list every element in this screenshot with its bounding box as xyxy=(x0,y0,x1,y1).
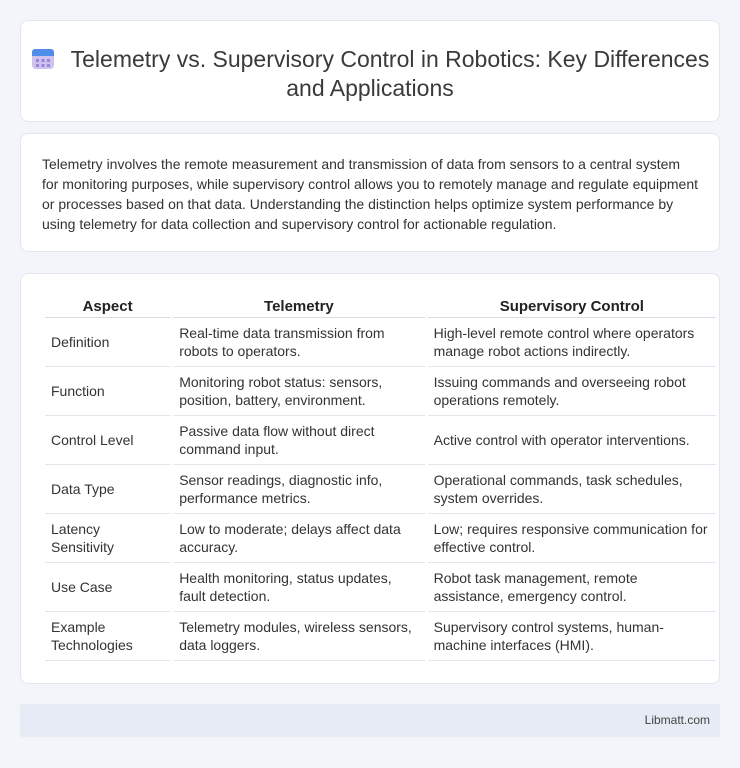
row-telemetry: Monitoring robot status: sensors, position, battery, environment. xyxy=(173,367,424,416)
table-row xyxy=(45,416,716,465)
table-row xyxy=(45,612,716,661)
row-aspect: Function xyxy=(45,367,170,416)
row-telemetry: Telemetry modules, wireless sensors, data loggers. xyxy=(173,612,424,661)
intro-card xyxy=(20,133,720,252)
row-supervisory: Active control with operator interventions. xyxy=(428,416,716,465)
row-telemetry: Low to moderate; delays affect data accuracy. xyxy=(173,514,424,563)
row-aspect: Control Level xyxy=(45,416,170,465)
row-supervisory: Issuing commands and overseeing robot operations remotely. xyxy=(428,367,716,416)
calendar-icon xyxy=(31,46,55,70)
title-card xyxy=(20,20,720,122)
row-supervisory: Low; requires responsive communication for effective control. xyxy=(428,514,716,563)
page-title-wrap xyxy=(21,45,719,103)
row-telemetry: Sensor readings, diagnostic info, performance metrics. xyxy=(173,465,424,514)
table-row xyxy=(45,318,716,367)
row-supervisory: High-level remote control where operators manage robot actions indirectly. xyxy=(428,318,716,367)
row-supervisory: Robot task management, remote assistance, emergency control. xyxy=(428,563,716,612)
row-aspect: Example Technologies xyxy=(45,612,170,661)
row-aspect: Use Case xyxy=(45,563,170,612)
row-supervisory: Operational commands, task schedules, system overrides. xyxy=(428,465,716,514)
header-supervisory-control: Supervisory Control xyxy=(428,296,716,318)
table-card xyxy=(20,273,720,684)
row-telemetry: Health monitoring, status updates, fault detection. xyxy=(173,563,424,612)
header-telemetry: Telemetry xyxy=(173,296,424,318)
row-aspect: Definition xyxy=(45,318,170,367)
row-aspect: Data Type xyxy=(45,465,170,514)
row-aspect: Latency Sensitivity xyxy=(45,514,170,563)
row-telemetry: Real-time data transmission from robots to operators. xyxy=(173,318,424,367)
table-row xyxy=(45,514,716,563)
page-title: Telemetry vs. Supervisory Control in Robotics: Key Differences and Applications xyxy=(70,46,710,101)
table-row xyxy=(45,563,716,612)
header-aspect: Aspect xyxy=(45,296,170,318)
row-telemetry: Passive data flow without direct command input. xyxy=(173,416,424,465)
footer-bar xyxy=(20,704,720,737)
footer-brand[interactable]: Libmatt.com xyxy=(644,713,710,727)
table-row xyxy=(45,465,716,514)
row-supervisory: Supervisory control systems, human-machine interfaces (HMI). xyxy=(428,612,716,661)
comparison-table xyxy=(42,296,719,661)
table-header-row xyxy=(45,296,716,318)
table-row xyxy=(45,367,716,416)
intro-paragraph: Telemetry involves the remote measurement and transmission of data from sensors to a central system for monitoring purposes, while supervisory control allows you to remotely manage and regulate equipment or processes based on that data. Understanding the distinction helps optimize system performance by using telemetry for data collection and supervisory control for actionable regulation. xyxy=(42,156,699,232)
